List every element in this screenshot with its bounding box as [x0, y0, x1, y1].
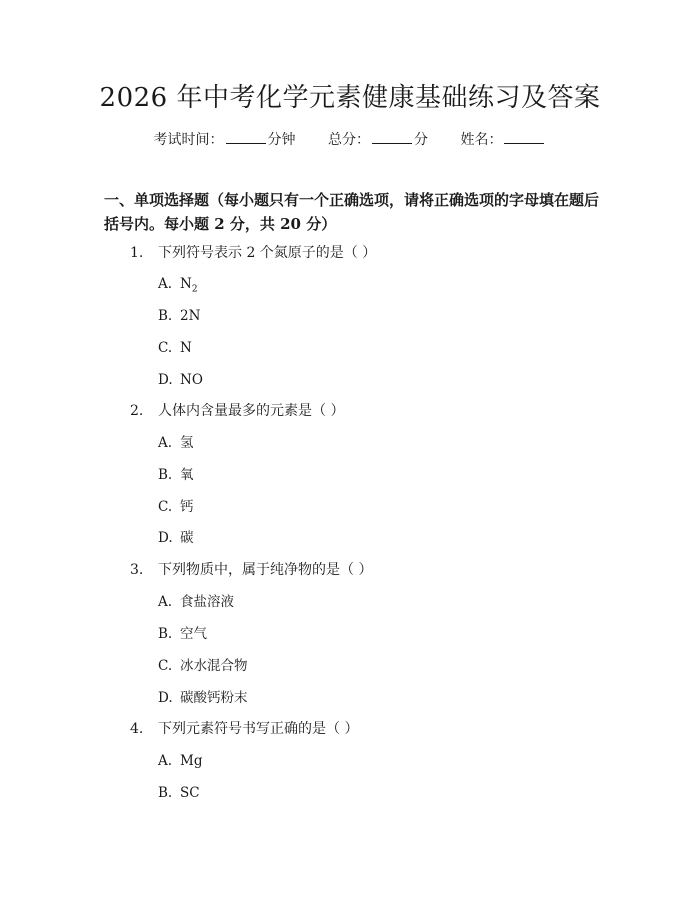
- option-text: N: [180, 276, 192, 292]
- total-score-label: 总分：: [328, 132, 370, 148]
- option-text: NO: [180, 372, 203, 388]
- question-number: 1.: [130, 245, 144, 261]
- option-text: Mg: [180, 753, 203, 769]
- question-2: [130, 400, 344, 422]
- option-letter: C.: [158, 340, 173, 356]
- option-letter: A.: [158, 594, 173, 610]
- option-letter: B.: [158, 626, 173, 642]
- option-text: N: [180, 340, 192, 356]
- option-2c[interactable]: [158, 496, 194, 518]
- page-title: 2026 年中考化学元素健康基础练习及答案: [99, 83, 601, 113]
- option-text: 空气: [180, 626, 207, 642]
- option-text: 氢: [180, 435, 194, 451]
- option-letter: B.: [158, 785, 173, 801]
- option-text: 冰水混合物: [180, 658, 248, 674]
- student-name-blank[interactable]: [504, 131, 544, 144]
- total-score-field: [328, 128, 428, 152]
- question-text: 人体内含量最多的元素是（ ）: [158, 403, 345, 419]
- exam-time-unit: 分钟: [267, 132, 296, 148]
- option-text: 2N: [180, 308, 201, 324]
- total-score-blank[interactable]: [372, 131, 412, 144]
- option-4a[interactable]: [158, 750, 202, 772]
- option-letter: C.: [158, 499, 173, 515]
- total-score-unit: 分: [414, 132, 428, 148]
- question-number: 3.: [130, 562, 144, 578]
- option-letter: A.: [158, 753, 173, 769]
- exam-time-blank[interactable]: [226, 131, 266, 144]
- option-text: 氧: [180, 467, 194, 483]
- student-name-field: [460, 128, 546, 152]
- option-1b[interactable]: [158, 305, 200, 327]
- section-heading: 一、单项选择题（每小题只有一个正确选项，请将正确选项的字母填在题后括号内。每小题 2 分，共 20 分）: [104, 191, 600, 233]
- option-1a[interactable]: [158, 273, 198, 301]
- question-number: 4.: [130, 721, 144, 737]
- option-1c[interactable]: [158, 337, 192, 359]
- exam-time-label: 考试时间：: [153, 132, 224, 148]
- option-text: 碳: [180, 530, 194, 546]
- option-text: 食盐溶液: [180, 594, 234, 610]
- option-letter: A.: [158, 276, 173, 292]
- question-3: [130, 559, 372, 581]
- option-letter: B.: [158, 467, 173, 483]
- question-text: 下列元素符号书写正确的是（ ）: [158, 721, 359, 737]
- question-1: [130, 242, 376, 264]
- option-2d[interactable]: [158, 527, 194, 549]
- option-letter: C.: [158, 658, 173, 674]
- option-letter: A.: [158, 435, 173, 451]
- question-4: [130, 718, 358, 740]
- option-2b[interactable]: [158, 464, 194, 486]
- question-text: 下列物质中，属于纯净物的是（ ）: [158, 562, 373, 578]
- option-3b[interactable]: [158, 623, 207, 645]
- exam-time-field: [154, 128, 296, 152]
- option-3c[interactable]: [158, 655, 248, 677]
- option-subscript: 2: [191, 284, 198, 295]
- student-name-label: 姓名：: [460, 132, 503, 148]
- option-letter: D.: [158, 530, 173, 546]
- option-text: 钙: [180, 499, 194, 515]
- option-4b[interactable]: [158, 782, 200, 804]
- option-3d[interactable]: [158, 687, 248, 709]
- exam-info-line: [0, 128, 700, 152]
- question-number: 2.: [130, 403, 144, 419]
- question-text: 下列符号表示 2 个氮原子的是（ ）: [158, 245, 377, 261]
- option-text: SC: [180, 785, 200, 801]
- option-letter: D.: [158, 372, 173, 388]
- option-text: 碳酸钙粉末: [180, 690, 248, 706]
- option-1d[interactable]: [158, 369, 203, 391]
- option-3a[interactable]: [158, 591, 234, 613]
- option-letter: B.: [158, 308, 173, 324]
- option-letter: D.: [158, 690, 173, 706]
- option-2a[interactable]: [158, 432, 194, 454]
